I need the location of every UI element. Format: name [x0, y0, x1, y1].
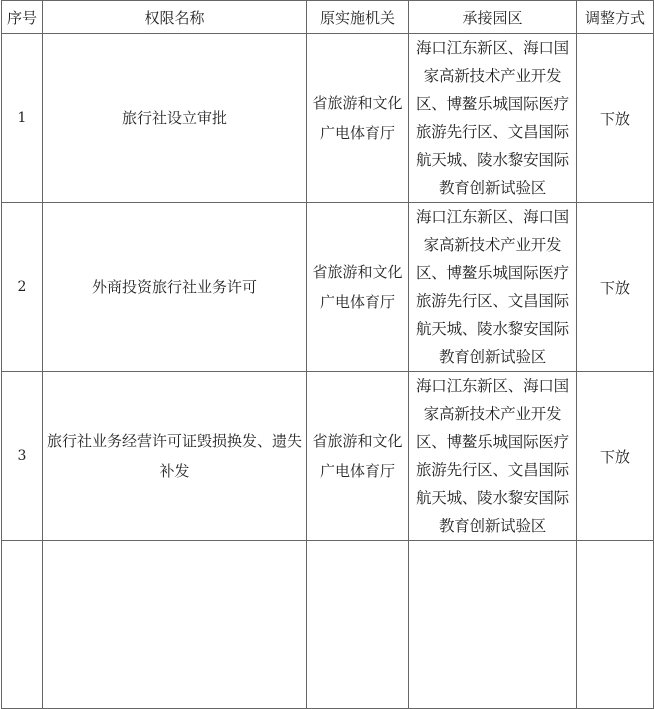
table-header-row — [2, 1, 654, 34]
row-index: 3 — [2, 372, 43, 541]
row-name: 旅行社业务经营许可证毁损换发、遗失补发 — [43, 372, 307, 541]
row-original-org: 省旅游和文化广电体育厅 — [307, 203, 409, 372]
row-park: 海口江东新区、海口国家高新技术产业开发区、博鳌乐城国际医疗旅游先行区、文昌国际航天城、陵水黎安国际教育创新试验区 — [409, 34, 577, 203]
row-index: 1 — [2, 34, 43, 203]
row-original-org: 省旅游和文化广电体育厅 — [307, 34, 409, 203]
header-original-org: 原实施机关 — [307, 1, 409, 34]
row-park: 海口江东新区、海口国家高新技术产业开发区、博鳌乐城国际医疗旅游先行区、文昌国际航天城、陵水黎安国际教育创新试验区 — [409, 372, 577, 541]
row-index: 2 — [2, 203, 43, 372]
permissions-table — [1, 0, 654, 709]
table-row — [2, 34, 654, 203]
row-mode: 下放 — [577, 372, 654, 541]
row-original-org: 省旅游和文化广电体育厅 — [307, 372, 409, 541]
row-mode: 下放 — [577, 34, 654, 203]
header-name: 权限名称 — [43, 1, 307, 34]
header-mode: 调整方式 — [577, 1, 654, 34]
row-name: 旅行社设立审批 — [43, 34, 307, 203]
row-park: 海口江东新区、海口国家高新技术产业开发区、博鳌乐城国际医疗旅游先行区、文昌国际航天城、陵水黎安国际教育创新试验区 — [409, 203, 577, 372]
empty-cell — [577, 541, 654, 709]
row-name: 外商投资旅行社业务许可 — [43, 203, 307, 372]
table-row — [2, 372, 654, 541]
table-row — [2, 203, 654, 372]
row-mode: 下放 — [577, 203, 654, 372]
empty-cell — [43, 541, 307, 709]
header-index: 序号 — [2, 1, 43, 34]
empty-cell — [409, 541, 577, 709]
header-park: 承接园区 — [409, 1, 577, 34]
empty-cell — [307, 541, 409, 709]
empty-cell — [2, 541, 43, 709]
table-row-continued — [2, 541, 654, 709]
